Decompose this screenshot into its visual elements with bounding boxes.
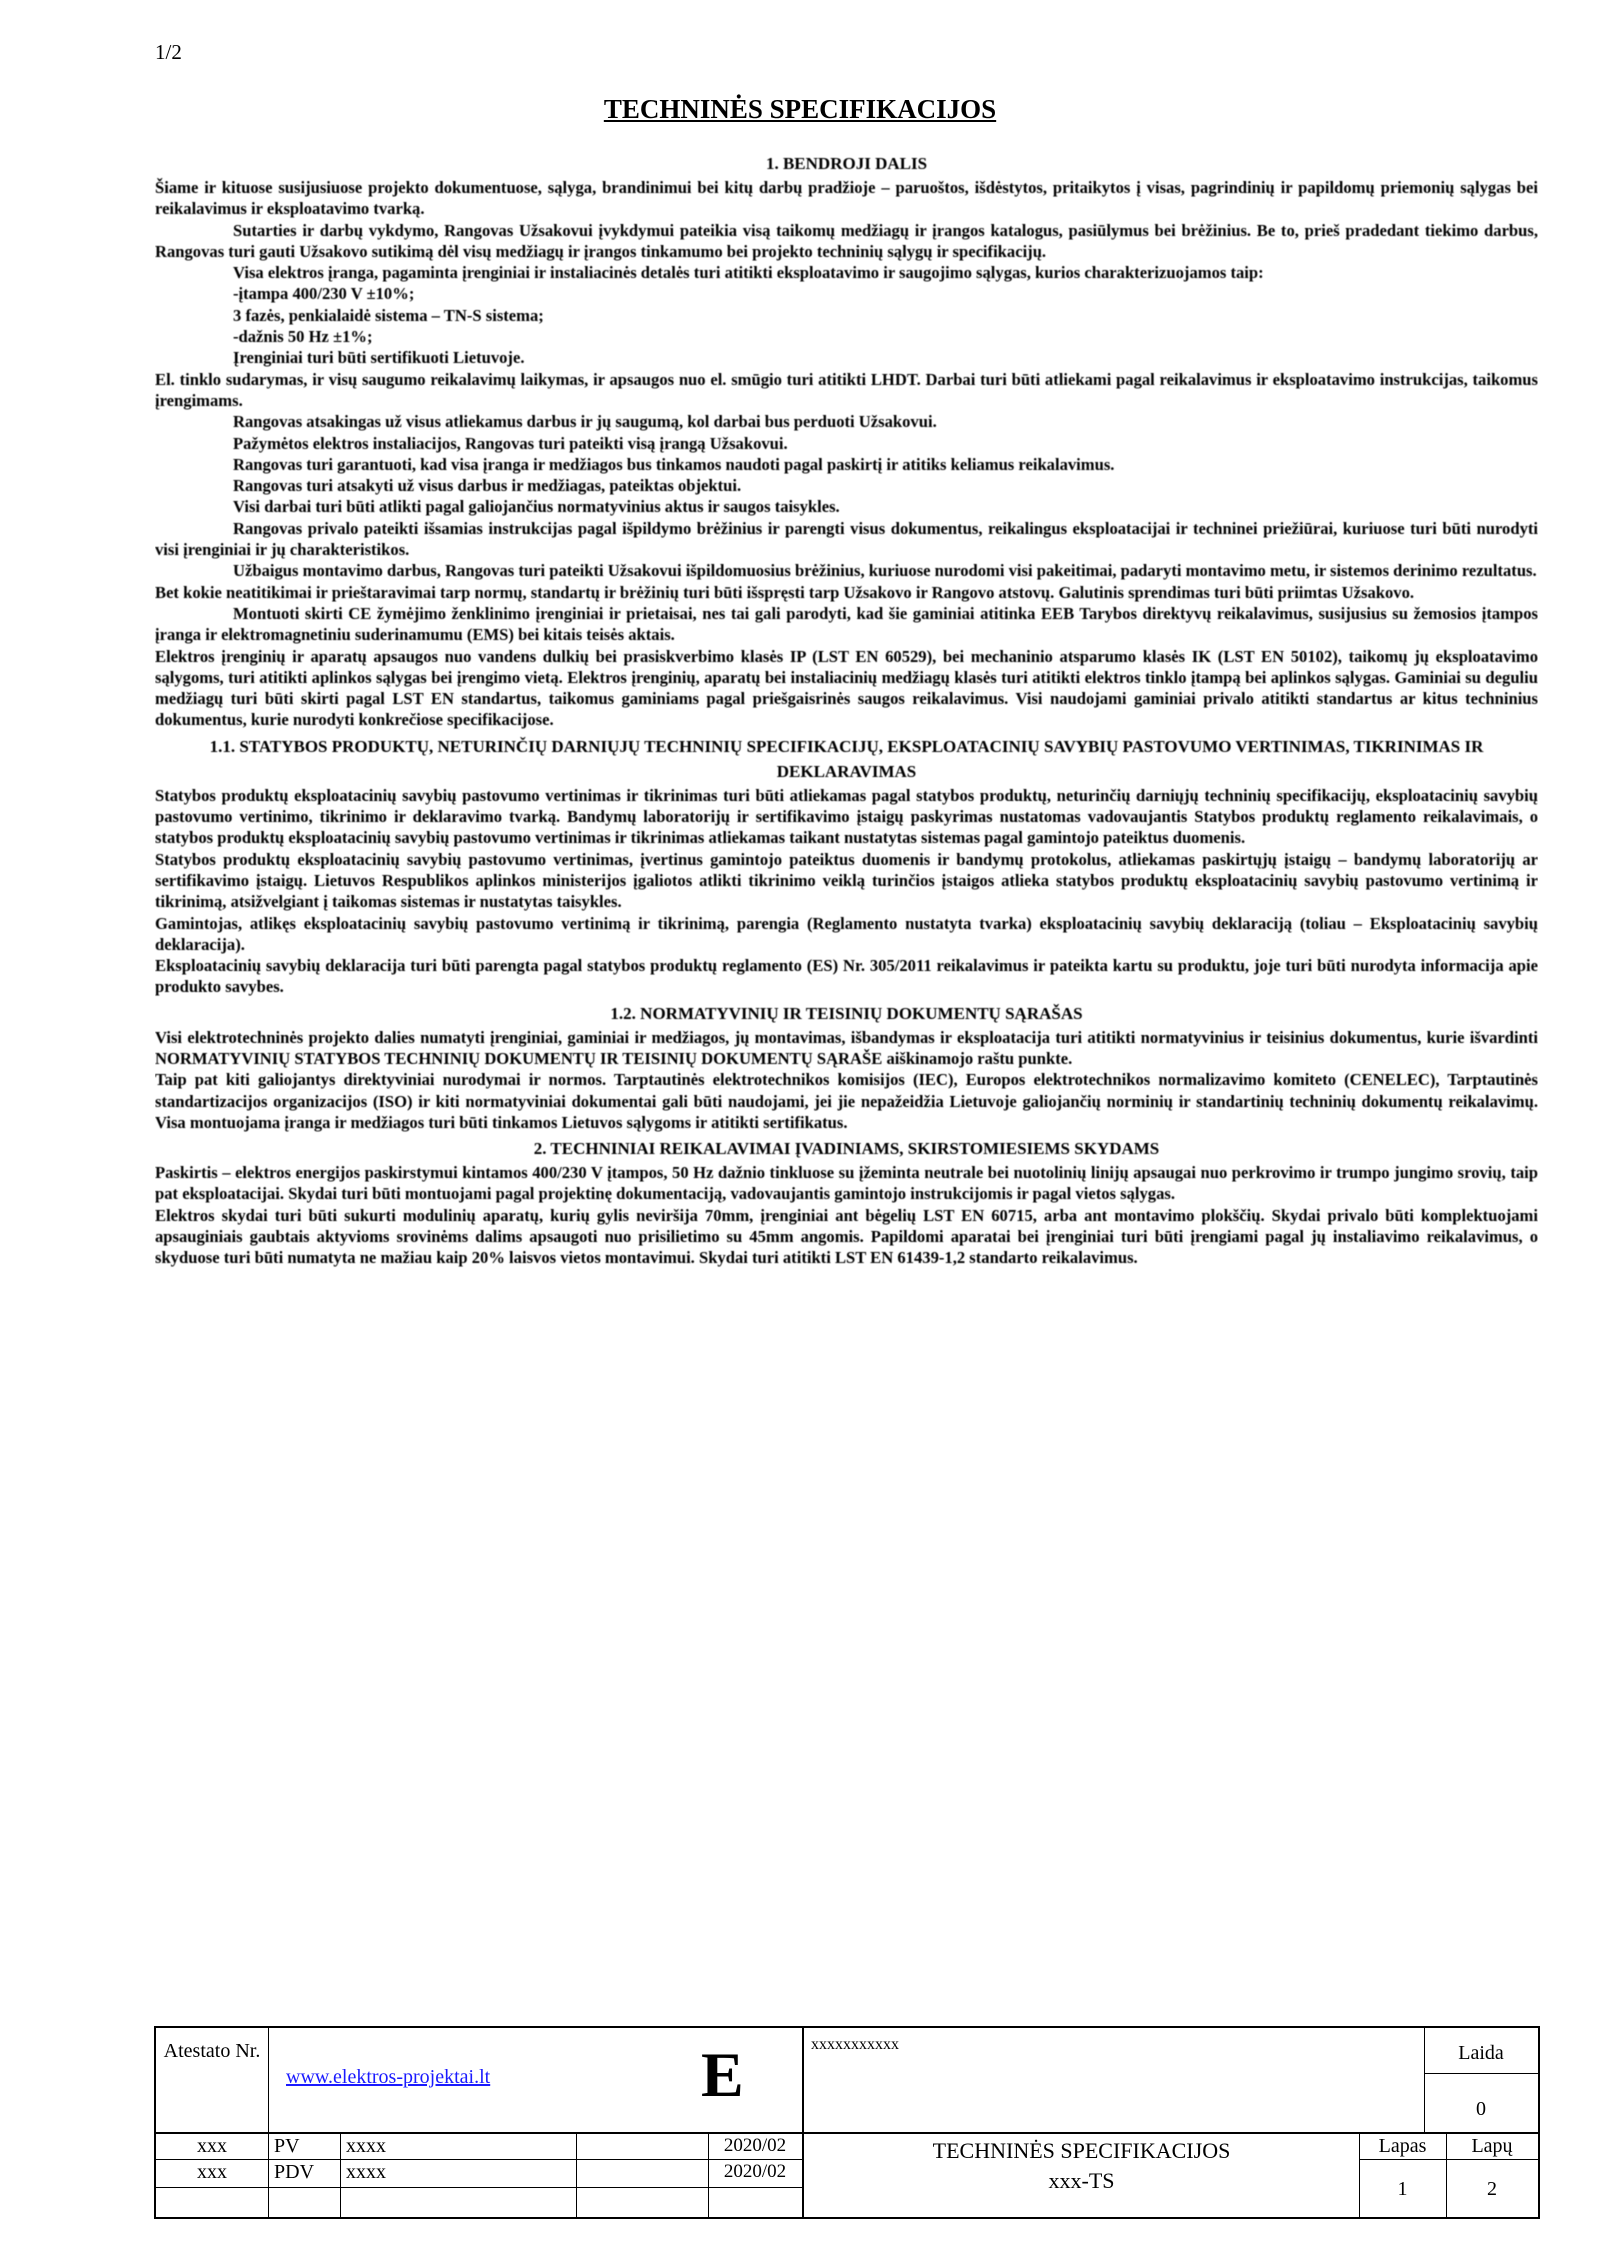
body-paragraph: Visa elektros įranga, pagaminta įrenginiai ir instaliacinės detalės turi atitikti eksploatavimo ir saugojimo sąlygas, kurios charakterizuojamos taip: <box>233 263 1264 283</box>
page-number: 1/2 <box>155 40 182 64</box>
document-title: TECHNINĖS SPECIFIKACIJOS <box>603 94 997 124</box>
row1-name: xxxx <box>346 2135 386 2157</box>
row2-num: xxx <box>197 2161 227 2183</box>
body-paragraph: Įrenginiai turi būti sertifikuoti Lietuvoje. <box>233 348 525 368</box>
body-paragraph: -dažnis 50 Hz ±1%; <box>233 327 373 347</box>
body-paragraph: Eksploatacinių savybių deklaracija turi būti parengta pagal statybos produktų reglamento (ES) Nr. 305/2011 reikalavimus ir pateikta kartu su produktu, joje turi būti nurodyta informacija apie produkto savybes. <box>155 956 1538 997</box>
section-heading: 2. TECHNINIAI REIKALAVIMAI ĮVADINIAMS, SKIRSTOMIESIEMS SKYDAMS <box>533 1139 1160 1159</box>
body-paragraph: Užbaigus montavimo darbus, Rangovas turi pateikti Užsakovui išpildomuosius brėžinius, kuriuose nurodomi visi pakeitimai, padaryti montavimo metu, ir sistemos derinimo rezultatus. <box>233 561 1537 581</box>
row1-date: 2020/02 <box>723 2135 787 2156</box>
body-paragraph: 3 fazės, penkialaidė sistema – TN-S sistema; <box>233 305 544 325</box>
body-paragraph: Elektros įrenginių ir aparatų apsaugos nuo vandens dulkių bei prasiskverbimo klasės IP (LST EN 60529), bei mechaninio atsparumo klasės IK (LST EN 50102), taikomų jų eksploatavimo sąlygoms, turi atitikti aplinkos sąlygas bei įrengimo vietą. Elektros įrenginių, aparatų bei instaliacinių medžiagų klasės turi atitikti elektros tinklo įtampą bei aplinkos sąlygas. Gaminiai su deguliu medžiagų turi būti skirti pagal LST EN standartus, taikomus gaminiams pagal priešgaisrinės saugos reikalavimus. Visi naudojami gaminiai privalo atitikti standartus ar kitus techninius dokumentus, kurie nurodyti konkrečiose specifikacijose. <box>155 646 1538 730</box>
body-paragraph: Elektros skydai turi būti sukurti modulinių aparatų, kurių gylis neviršija 70mm, įrenginiai ant bėgelių LST EN 60715, arba ant montavimo plokščių. Skydai privalo būti komplektuojami apsauginiais gaubtais aktyvioms srovinėms dalims apsaugoti nuo prisilietimo su 45mm angomis. Papildomi aparatai bei įrenginiai turi būti įrengiami pagal jų instaliavimo reikalavimus, o skyduose turi būti numatyta ne mažiau kaip 20% laisvos vietos montavimui. Skydai turi atitikti LST EN 61439-1,2 standarto reikalavimus. <box>155 1205 1538 1268</box>
row2-name: xxxx <box>346 2161 386 2183</box>
body-paragraph: Taip pat kiti galiojantys direktyviniai nurodymai ir normos. Tarptautinės elektrotechnikos komisijos (IEC), Europos elektrotechnikos normalizavimo komiteto (CENELEC), Tarptautinės standartizacijos organizacijos (ISO) ir kiti normatyviniai dokumentai gali būti naudojami, jei jie nepažeidžia Lietuvoje galiojančių norminių ir standartinių techninių dokumentų reikalavimų. Visa montuojama įranga ir medžiagos turi būti tinkamos Lietuvos sąlygoms ir atitikti sertifikatus. <box>155 1070 1538 1132</box>
title-block <box>154 2026 1540 2219</box>
doc-code: xxx-TS <box>1048 2168 1115 2193</box>
body-paragraph: Rangovas turi atsakyti už visus darbus ir medžiagas, pateiktas objektui. <box>233 476 742 496</box>
atestato-label: Atestato Nr. <box>163 2040 261 2062</box>
body-paragraph: Visi elektrotechninės projekto dalies numatyti įrenginiai, gaminiai ir medžiagos, jų montavimas, išbandymas ir eksploatacija turi atitikti normatyvinius ir teisinius dokumentus, kurie išvardinti NORMATYVINIŲ STATYBOS TECHNINIŲ DOKUMENTŲ IR TEISINIŲ DOKUMENTŲ SĄRAŠE aiškinamojo raštu punkte. <box>155 1027 1538 1068</box>
body-paragraph: Visi darbai turi būti atlikti pagal galiojančius normatyvinius aktus ir saugos taisykles. <box>233 497 840 517</box>
lapas-label: Lapas <box>1378 2135 1427 2157</box>
lapas-value: 1 <box>1397 2178 1408 2200</box>
row1-num: xxx <box>197 2135 227 2157</box>
laida-value: 0 <box>1476 2098 1486 2120</box>
body-paragraph: Bet kokie neatitikimai ir prieštaravimai tarp normų, standartų ir brėžinių turi būti išspręsti tarp Užsakovo ir Rangovo atstovų. Galutinis sprendimas turi būti priimtas Užsakovo. <box>155 582 1415 602</box>
row2-date: 2020/02 <box>723 2161 787 2182</box>
document-body <box>155 148 1538 1990</box>
row2-role: PDV <box>274 2161 315 2183</box>
body-paragraph: Statybos produktų eksploatacinių savybių pastovumo vertinimas ir tikrinimas turi būti atliekamas pagal statybos produktų, neturinčių darniųjų techninių specifikacijų, eksploatacinių savybių pastovumo vertinimo, tikrinimo ir deklaravimo tvarką. Bandymų laboratorijų ir sertifikavimo įstaigų paskyrimas nustatomas vadovaujantis Statybos produktų reglamento reikalavimais, o statybos produktų eksploatacinių savybių pastovumo vertinimas ir tikrinimas atliekamas taikant nustatytas sistemas pagal gamintojo pateiktus duomenis. <box>155 785 1538 848</box>
body-paragraph: El. tinklo sudarymas, ir visų saugumo reikalavimų laikymas, ir apsaugos nuo el. smūgio turi atitikti LHDT. Darbai turi būti atliekami pagal reikalavimus ir eksploatavimo instrukcijas, taikomus įrengimams. <box>155 369 1538 410</box>
section-heading: 1.1. STATYBOS PRODUKTŲ, NETURINČIŲ DARNIŲJŲ TECHNINIŲ SPECIFIKACIJŲ, EKSPLOATACINIŲ SAVYBIŲ PASTOVUMO VERTINIMAS, TIKRINIMAS IR DEKLARAVIMAS <box>209 736 1484 781</box>
body-paragraph: Pažymėtos elektros instaliacijos, Rangovas turi pateikti visą įrangą Užsakovui. <box>233 433 788 453</box>
row1-role: PV <box>274 2135 300 2157</box>
body-paragraph: Šiame ir kituose susijusiuose projekto dokumentuose, sąlyga, brandinimui bei kitų darbų pradžioje – paruoštos, išdėstytos, pritaikytos į visas, pagrindinių ir papildomų priemonių sąlygas bei reikalavimus ir eksploatavimo tvarką. <box>155 178 1538 219</box>
body-paragraph: Rangovas turi garantuoti, kad visa įranga ir medžiagos bus tinkamos naudoti pagal paskirtį ir atitiks keliamus reikalavimus. <box>233 454 1115 474</box>
laida-label: Laida <box>1458 2042 1504 2064</box>
body-paragraph: Gamintojas, atlikęs eksploatacinių savybių pastovumo vertinimą ir tikrinimą, parengia (Reglamento nustatyta tvarka) eksploatacinių savybių deklaraciją (toliau – Eksploatacinių savybių deklaracija). <box>155 913 1538 954</box>
section-heading: 1. BENDROJI DALIS <box>765 154 928 173</box>
lapu-label: Lapų <box>1471 2135 1513 2157</box>
body-paragraph: Rangovas privalo pateikti išsamias instrukcijas pagal išpildymo brėžinius ir parengti visus dokumentus, reikalingus eksploatacijai ir techninei priežiūrai, kuriuose turi būti nurodyti visi įrenginiai ir jų charakteristikos. <box>155 518 1538 560</box>
body-paragraph: Paskirtis – elektros energijos paskirstymui kintamos 400/230 V įtampos, 50 Hz dažnio tinkluose su įžeminta neutrale bei nuotolinių linijų apsaugai nuo perkrovimo ir trumpo jungimo srovių, taip pat eksploatacijai. Skydai turi būti montuojami pagal projektinę dokumentaciją, vadovaujantis gamintojo instrukcijomis ir pagal vietos sąlygas. <box>155 1163 1538 1204</box>
website-link[interactable]: www.elektros-projektai.lt <box>286 2066 491 2088</box>
body-paragraph: Sutarties ir darbų vykdymo, Rangovas Užsakovui įvykdymui pateikia visą taikomų medžiagų ir įrangos katalogus, pasiūlymus bei brėžinius. Be to, prieš pradedant tiekimo darbus, Rangovas turi gauti Užsakovo sutikimą dėl visų medžiagų ir įrangos tinkamumo bei projekto techninių sąlygų ir specifikacijų. <box>155 220 1538 261</box>
doc-title-cell: TECHNINĖS SPECIFIKACIJOS <box>932 2138 1231 2163</box>
body-paragraph: Montuoti skirti CE žymėjimo ženklinimo įrenginiai ir prietaisai, nes tai gali parodyti, kad šie gaminiai atitinka EEB Tarybos direktyvų reikalavimus, susijusius su žemosios įtampos įranga ir elektromagnetiniu suderinamumu (EMS) bei kitais teisės aktais. <box>155 603 1538 645</box>
logo-letter: E <box>701 2039 744 2110</box>
body-paragraph: Rangovas atsakingas už visus atliekamus darbus ir jų saugumą, kol darbai bus perduoti Užsakovui. <box>233 412 937 432</box>
project-name: xxxxxxxxxxx <box>811 2036 899 2053</box>
body-paragraph: Statybos produktų eksploatacinių savybių pastovumo vertinimas, įvertinus gamintojo pateiktus duomenis ir bandymų protokolus, atliekamas paskirtųjų įstaigų – bandymų laboratorijų ar sertifikavimo įstaigų. Lietuvos Respublikos aplinkos ministerijos įgaliotos atlikti tikrinimo veiklą turinčios įstaigos atlieka statybos produktų eksploatacinių savybių pastovumo vertinimą ir tikrinimą, atsižvelgiant į taikomas sistemas ir nustatytas taisykles. <box>155 849 1538 912</box>
section-heading: 1.2. NORMATYVINIŲ IR TEISINIŲ DOKUMENTŲ SĄRAŠAS <box>610 1003 1083 1023</box>
lapu-value: 2 <box>1487 2178 1497 2200</box>
body-paragraph: -įtampa 400/230 V ±10%; <box>233 284 415 304</box>
